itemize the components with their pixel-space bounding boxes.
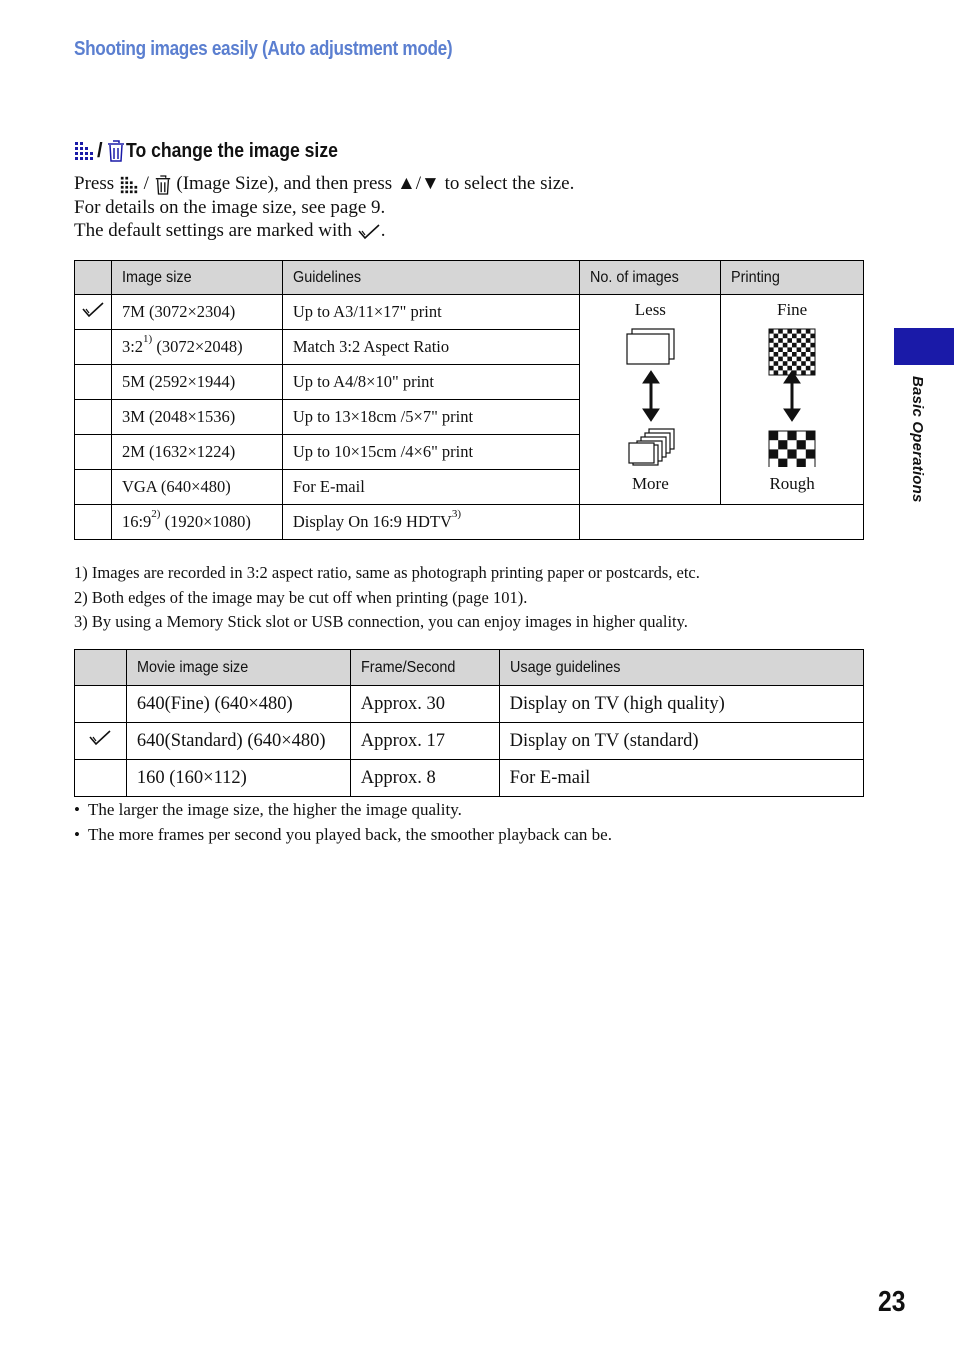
list-item: • The more frames per second you played back, the smoother playback can be.	[74, 825, 612, 844]
image-count-scale-graphic	[580, 327, 721, 467]
usage-cell: Display on TV (high quality)	[499, 686, 863, 723]
printing-scale	[721, 295, 864, 505]
header-usage-guidelines: Usage guidelines	[499, 650, 863, 686]
image-size-cell: 3M (2048×1536)	[111, 400, 282, 435]
trash-icon	[154, 174, 172, 196]
double-arrow-icon	[643, 371, 659, 421]
image-size-cell: 2M (1632×1224)	[111, 435, 282, 470]
header-check	[75, 650, 127, 686]
default-marker	[75, 723, 127, 760]
movie-size-cell: 640(Standard) (640×480)	[126, 723, 350, 760]
header-guidelines: Guidelines	[282, 261, 580, 295]
fps-cell: Approx. 17	[350, 723, 499, 760]
intro-line-2: For details on the image size, see page 9.	[74, 196, 386, 218]
guideline-cell: Display On 16:9 HDTV$^{3)}$	[282, 505, 580, 540]
print-quality-scale-graphic	[721, 327, 864, 467]
image-size-table	[74, 260, 864, 540]
image-size-cell: VGA (640×480)	[111, 470, 282, 505]
rough-checker-icon	[769, 431, 815, 467]
scale-label-fine: Fine	[776, 300, 808, 319]
no-of-images-scale	[580, 295, 721, 505]
movie-size-table	[74, 649, 864, 797]
empty-cell	[580, 505, 864, 540]
header-printing: Printing	[721, 261, 864, 295]
guideline-cell: Up to A4/8×10" print	[282, 365, 580, 400]
default-marker	[75, 330, 112, 365]
intro-line-3: The default settings are marked with .	[74, 220, 386, 241]
image-size-icon	[74, 140, 94, 162]
section-title: To change the image size	[125, 139, 338, 162]
default-marker	[75, 400, 112, 435]
table-header-row	[75, 650, 864, 686]
guideline-cell: For E-mail	[282, 470, 580, 505]
scale-label-more: More	[631, 474, 669, 493]
scale-label-less: Less	[634, 300, 666, 319]
default-marker	[75, 365, 112, 400]
guideline-cell: Match 3:2 Aspect Ratio	[282, 330, 580, 365]
header-movie-image-size: Movie image size	[126, 650, 350, 686]
table-header-row	[75, 261, 864, 295]
table-row	[75, 686, 864, 723]
usage-cell: Display on TV (standard)	[499, 723, 863, 760]
default-marker	[75, 505, 112, 540]
scale-label-rough: Rough	[769, 474, 815, 493]
table-row	[75, 295, 864, 330]
stacked-images-icon	[629, 429, 674, 465]
image-size-cell: 5M (2592×1944)	[111, 365, 282, 400]
intro-line-1: Press / (Image Size), and then press ▲/▼ to select the size.	[74, 173, 575, 194]
header-no-of-images: No. of images	[580, 261, 721, 295]
default-marker	[75, 760, 127, 797]
guideline-cell: Up to 10×15cm /4×6" print	[282, 435, 580, 470]
table-row	[75, 723, 864, 760]
table-row	[75, 760, 864, 797]
trash-icon	[106, 139, 126, 163]
default-marker	[75, 470, 112, 505]
footnotes	[74, 561, 700, 635]
default-check-icon	[88, 729, 112, 747]
page-number: 23	[878, 1286, 906, 1318]
default-check-icon	[357, 223, 381, 241]
image-size-icon	[119, 175, 139, 195]
movie-size-cell: 640(Fine) (640×480)	[126, 686, 350, 723]
table-row	[75, 505, 864, 540]
guideline-cell: Up to A3/11×17" print	[282, 295, 580, 330]
image-size-cell: 3:2$^{1)}$ (3072×2048)	[111, 330, 282, 365]
image-size-cell: 16:9$^{2)}$ (1920×1080)	[111, 505, 282, 540]
single-image-icon	[627, 329, 674, 364]
footnote-2: 2) Both edges of the image may be cut off when printing (page 101).	[74, 587, 528, 607]
header-frame-second: Frame/Second	[350, 650, 499, 686]
double-arrow-icon	[784, 371, 800, 421]
list-item: • The larger the image size, the higher the image quality.	[74, 800, 462, 819]
fine-checker-icon	[769, 329, 815, 375]
section-heading: / To change the image size	[74, 138, 366, 164]
default-marker	[75, 435, 112, 470]
header-image-size: Image size	[111, 261, 282, 295]
page-header: Shooting images easily (Auto adjustment mode)	[74, 38, 453, 60]
default-check-icon	[81, 301, 105, 319]
chapter-tab	[894, 328, 954, 365]
chapter-label: Basic Operations	[909, 376, 926, 503]
fps-cell: Approx. 8	[350, 760, 499, 797]
bullet-list	[74, 797, 612, 847]
footnote-3: 3) By using a Memory Stick slot or USB connection, you can enjoy images in higher quality.	[74, 612, 688, 631]
guideline-cell: Up to 13×18cm /5×7" print	[282, 400, 580, 435]
usage-cell: For E-mail	[499, 760, 863, 797]
default-marker	[75, 295, 112, 330]
header-check	[75, 261, 112, 295]
default-marker	[75, 686, 127, 723]
fps-cell: Approx. 30	[350, 686, 499, 723]
image-size-cell: 7M (3072×2304)	[111, 295, 282, 330]
intro-text	[74, 172, 574, 243]
movie-size-cell: 160 (160×112)	[126, 760, 350, 797]
footnote-1: 1) Images are recorded in 3:2 aspect ratio, same as photograph printing paper or postcards, etc.	[74, 563, 700, 582]
